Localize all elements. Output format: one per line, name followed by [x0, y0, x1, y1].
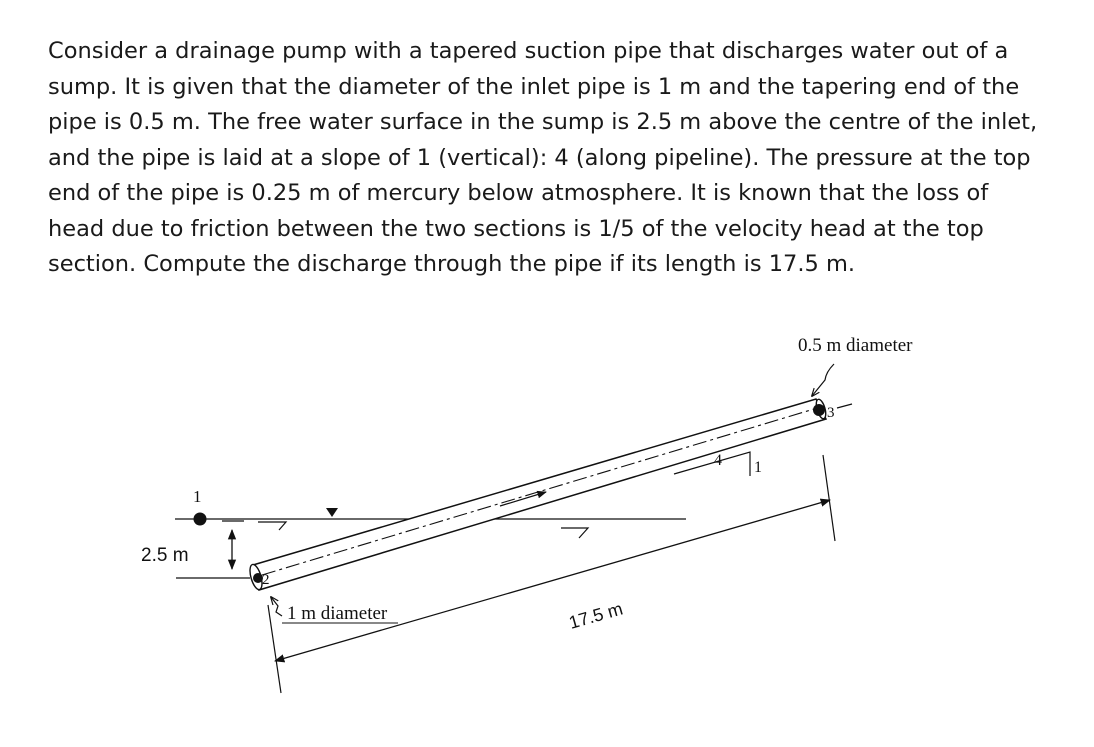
problem-line: head due to friction between the two sections is 1/5 of the velocity head at the top [48, 215, 984, 242]
surface-wave-mark [258, 522, 286, 530]
water-surface-symbol [326, 508, 338, 517]
bottom-diameter-label: 1 m diameter [287, 603, 388, 624]
section-2-label: 2 [262, 572, 270, 588]
top-diameter-leader [812, 364, 834, 396]
problem-line: pipe is 0.5 m. The free water surface in the sump is 2.5 m above the centre of the inlet, [48, 109, 1038, 135]
problem-line: and the pipe is laid at a slope of 1 (vertical): 4 (along pipeline). The pressure at the top [48, 144, 1031, 171]
section-1-label: 1 [193, 487, 202, 506]
surface-wave-mark [561, 528, 588, 538]
problem-line: end of the pipe is 0.25 m of mercury below atmosphere. It is known that the loss of [48, 180, 989, 206]
length-extension-left [268, 605, 281, 693]
slope-rise-label: 1 [754, 459, 762, 476]
pipe-centreline [262, 409, 814, 575]
slope-run-label: 4 [714, 452, 722, 469]
section-1-point [194, 513, 207, 526]
top-diameter-label: 0.5 m diameter [798, 335, 913, 356]
problem-line: sump. It is given that the diameter of the inlet pipe is 1 m and the tapering end of the [48, 73, 1020, 100]
depth-label: 2.5 m [141, 545, 189, 566]
length-label: 17.5 m [566, 598, 626, 633]
length-extension-right [823, 455, 835, 541]
problem-line: section. Compute the discharge through the pipe if its length is 17.5 m. [48, 251, 856, 277]
bottom-diameter-leader [271, 597, 282, 616]
section-3-point [813, 404, 825, 416]
problem-line: Consider a drainage pump with a tapered suction pipe that discharges water out of a [48, 38, 1009, 64]
section-3-label: 3 [827, 405, 835, 421]
section-3-leader [837, 404, 852, 408]
length-dimension-arrow [275, 500, 830, 661]
